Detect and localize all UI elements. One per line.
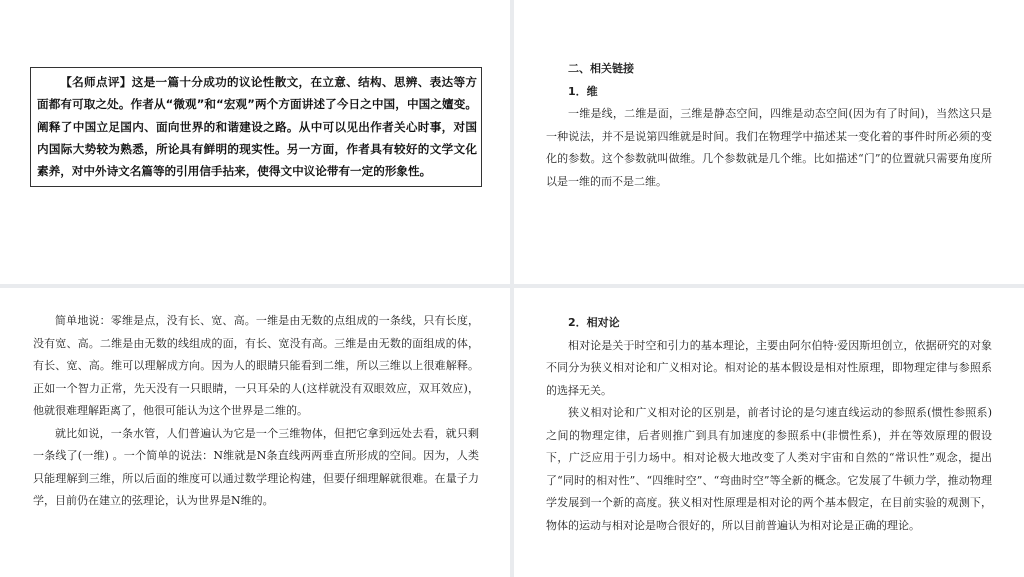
dimension-column <box>546 58 992 193</box>
teacher-comment-text: 【名师点评】这是一篇十分成功的议论性散文，在立意、结构、思辨、表达等方面都有可取之处。作者从“微观”和“宏观”两个方面讲述了今日之中国，中国之嬗变。阐释了中国立足国内、面向世界的和谐建设之路。从中可以见出作者关心时事，对国内国际大势较为熟悉，所论具有鲜明的现实性。另一方面，作者具有较好的文学文化素养，对中外诗文名篇等的引用信手拈来，使得文中议论带有一定的形象性。 <box>37 75 477 179</box>
slide-relativity[interactable] <box>514 288 1024 577</box>
section-heading: 二、相关链接 <box>568 62 634 75</box>
slide-dimension-explained[interactable] <box>0 288 510 577</box>
paragraph: 狭义相对论和广义相对论的区别是，前者讨论的是匀速直线运动的参照系(惯性参照系)之间的物理定律，后者则推广到具有加速度的参照系中(非惯性系)，并在等效原理的假设下，广泛应用于引力场中。相对论极大地改变了人类对宇宙和自然的“常识性”观念，提出了“同时的相对性”、“四维时空”、“弯曲时空”等全新的概念。它发展了牛顿力学，推动物理学发展到一个新的高度。狭义相对性原理是相对论的两个基本假定，在目前实验的观测下，物体的运动与相对论是吻合很好的，所以目前普遍认为相对论是正确的理论。 <box>546 406 992 532</box>
dimension-paragraph: 一维是线，二维是面，三维是静态空间，四维是动态空间(因为有了时间)，当然这只是一种说法，并不是说第四维就是时间。我们在物理学中描述某一变化着的事件时所必须的变化的参数。这个参数就叫做维。几个参数就是几个维。比如描述“门”的位置就只需要角度所以是一维的而不是二维。 <box>546 107 992 188</box>
dimension-explained-column <box>33 310 479 513</box>
paragraph: 就比如说，一条水管，人们普遍认为它是一个三维物体，但把它拿到远处去看，就只剩一条线了(一维) 。一个简单的说法：N维就是N条直线两两垂直所形成的空间。因为，人类只能理解到三维，所以后面的维度可以通过数学理论构建，但要仔细理解就很难。在量子力学，目前仍在建立的弦理论，认为世界是N维的。 <box>33 426 479 507</box>
subsection-heading: 1．维 <box>568 84 598 98</box>
relativity-column <box>546 312 992 537</box>
slide-dimension[interactable] <box>514 0 1024 284</box>
paragraph: 相对论是关于时空和引力的基本理论，主要由阿尔伯特·爱因斯坦创立，依据研究的对象不同分为狭义相对论和广义相对论。相对论的基本假设是相对性原理，即物理定律与参照系的选择无关。 <box>546 338 992 397</box>
teacher-comment-box <box>30 67 482 187</box>
paragraph: 简单地说：零维是点，没有长、宽、高。一维是由无数的点组成的一条线，只有长度，没有宽、高。二维是由无数的线组成的面，有长、宽没有高。三维是由无数的面组成的体，有长、宽、高。维可以理解成方向。因为人的眼睛只能看到二维，所以三维以上很难解释。正如一个智力正常，先天没有一只眼睛，一只耳朵的人(这样就没有双眼效应，双耳效应)，他就很难理解距离了，他很可能认为这个世界是二维的。 <box>33 314 479 417</box>
subsection-heading: 2．相对论 <box>568 316 620 329</box>
slide-comment[interactable] <box>0 0 510 284</box>
